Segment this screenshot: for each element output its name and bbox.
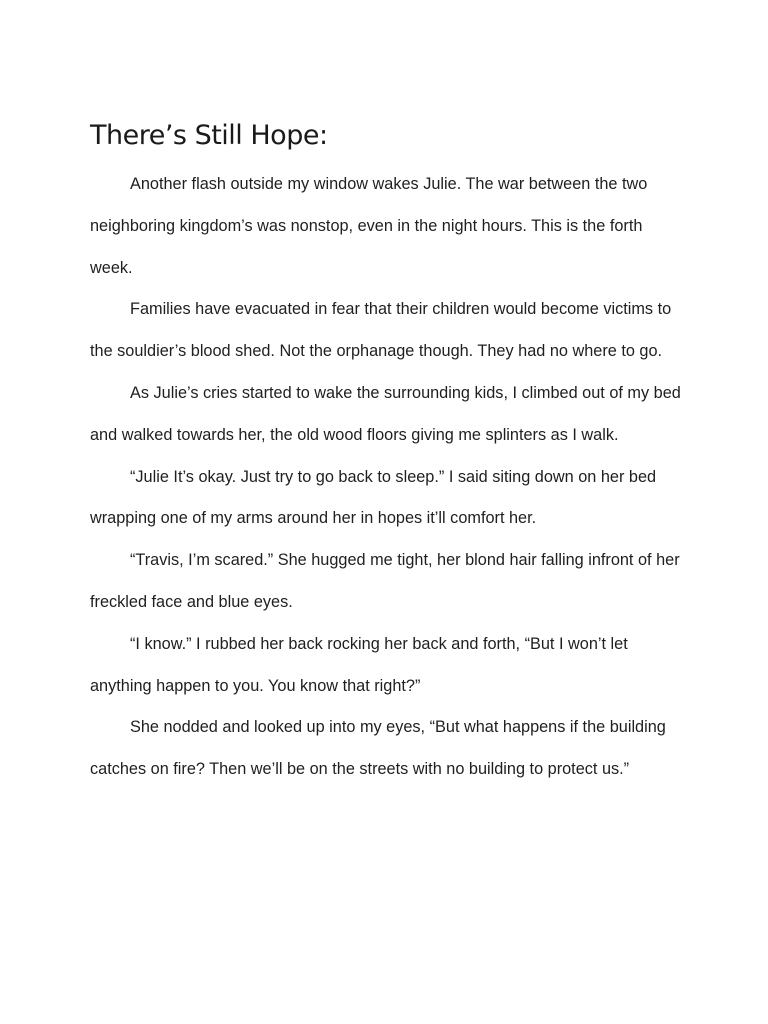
document-body [90,164,684,791]
paragraph-1: Another flash outside my window wakes Julie. The war between the two neighboring kingdom’s was nonstop, even in the night hours. This is the forth week. [90,175,648,277]
document-title: There’s Still Hope: [90,120,328,151]
paragraph-5: “Travis, I’m scared.” She hugged me tight, her blond hair falling infront of her freckled face and blue eyes. [90,551,680,611]
paragraph-7: She nodded and looked up into my eyes, “But what happens if the building catches on fire? Then we’ll be on the streets with no building to protect us.” [90,718,666,779]
paragraph-6: “I know.” I rubbed her back rocking her back and forth, “But I won’t let anything happen to you. You know that right?” [90,634,628,695]
paragraph-3: As Julie’s cries started to wake the surrounding kids, I climbed out of my bed and walked towards her, the old wood floors giving me splinters as I walk. [90,383,681,444]
paragraph-2: Families have evacuated in fear that their children would become victims to the souldier’s blood shed. Not the orphanage though. They had no where to go. [90,300,672,361]
paragraph-4: “Julie It’s okay. Just try to go back to sleep.” I said siting down on her bed wrapping one of my arms around her in hopes it’ll comfort her. [90,467,657,528]
